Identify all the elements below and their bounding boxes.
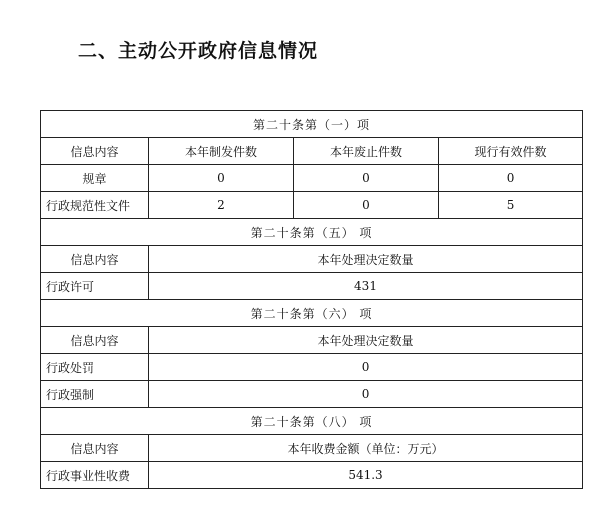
row-label: 行政处罚 [41,354,149,381]
column-header: 本年废止件数 [294,138,439,165]
column-header-row [41,138,583,165]
column-header: 本年制发件数 [149,138,294,165]
table-cell: 541.3 [149,462,583,489]
table-cell: 0 [149,354,583,381]
row-label: 规章 [41,165,149,192]
table-cell: 5 [439,192,583,219]
section-title-row [41,219,583,246]
table-cell: 431 [149,273,583,300]
table-cell: 0 [294,192,439,219]
row-label: 行政事业性收费 [41,462,149,489]
table-row [41,354,583,381]
table-row [41,165,583,192]
column-header-row [41,435,583,462]
row-label: 行政许可 [41,273,149,300]
row-label: 行政强制 [41,381,149,408]
section-title: 第二十条第（五） 项 [41,219,583,246]
table-cell: 0 [294,165,439,192]
table-row [41,462,583,489]
table-cell: 0 [149,165,294,192]
section-title: 第二十条第（一）项 [41,111,583,138]
table-cell: 2 [149,192,294,219]
section-title: 第二十条第（八） 项 [41,408,583,435]
column-header: 现行有效件数 [439,138,583,165]
column-header: 本年处理决定数量 [149,246,583,273]
column-header: 信息内容 [41,138,149,165]
table-row [41,273,583,300]
column-header: 本年收费金额（单位：万元） [149,435,583,462]
table-row [41,381,583,408]
section-title-row [41,111,583,138]
column-header: 信息内容 [41,327,149,354]
disclosure-table [40,110,583,489]
table-row [41,192,583,219]
page-title: 二、主动公开政府信息情况 [78,40,319,62]
column-header: 信息内容 [41,435,149,462]
table-cell: 0 [439,165,583,192]
section-title-row [41,408,583,435]
row-label: 行政规范性文件 [41,192,149,219]
column-header-row [41,246,583,273]
column-header: 信息内容 [41,246,149,273]
section-title: 第二十条第（六） 项 [41,300,583,327]
column-header-row [41,327,583,354]
column-header: 本年处理决定数量 [149,327,583,354]
table-cell: 0 [149,381,583,408]
section-title-row [41,300,583,327]
